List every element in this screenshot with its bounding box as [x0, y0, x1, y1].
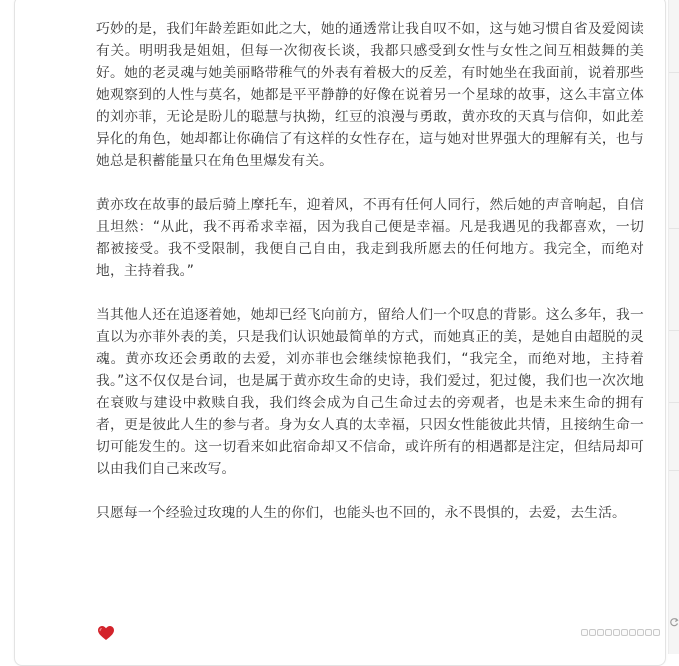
thumbnail-placeholder[interactable]: [605, 629, 612, 636]
thumbnail-placeholder[interactable]: [597, 629, 604, 636]
paragraph-1: 巧妙的是，我们年龄差距如此之大，她的通透常让我自叹不如，这与她习惯自省及爱阅读有关。明明我是姐姐，但每一次彻夜长谈，我都只感受到女性与女性之间互相鼓舞的美好。她的老灵魂与她美丽略带稚气的外表有着极大的反差，有时她坐在我面前，说着那些她观察到的人性与莫名，她都是平平静静的好像在说着另一个星球的故事，这么丰富立体的刘亦菲，无论是盼儿的聪慧与执拗，红豆的浪漫与勇敢，黄亦玫的天真与信仰，如此差异化的角色，她却都让你确信了有这样的女性存在，這与她对世界强大的理解有关，也与她总是积蓄能量只在角色里爆发有关。: [96, 21, 644, 169]
paragraph-4: 只愿每一个经验过玫瑰的人生的你们，也能头也不回的，永不畏惧的，去爱，去生活。: [96, 505, 626, 521]
thumbnail-placeholder[interactable]: [581, 629, 588, 636]
thumbnail-placeholder[interactable]: [653, 629, 660, 636]
thumbnail-placeholder[interactable]: [629, 629, 636, 636]
thumbnail-placeholder[interactable]: [637, 629, 644, 636]
arrow-icon[interactable]: [669, 612, 679, 622]
thumbnail-placeholder[interactable]: [613, 629, 620, 636]
image-thumbnail-strip[interactable]: [581, 629, 660, 639]
thumbnail-placeholder[interactable]: [621, 629, 628, 636]
article-body: [96, 18, 644, 546]
paragraph-3: 当其他人还在追逐着她，她却已经飞向前方，留给人们一个叹息的背影。这么多年，我一直以为亦菲外表的美，只是我们认识她最简单的方式，而她真正的美，是她自由超脱的灵魂。黄亦玫还会勇敢的去爱，刘亦菲也会继续惊艳我们，“我完全，而绝对地，主持着我。”这不仅仅是台词，也是属于黄亦玫生命的史诗，我们爱过，犯过傻，我们也一次次地在衰败与建设中救赎自我，我们终会成为自己生命过去的旁观者，也是未来生命的拥有者，更是彼此人生的参与者。身为女人真的太幸福，只因女性能彼此共情，且接纳生命一切可能发生的。这一切看来如此宿命却又不信命，或许所有的相遇都是注定，但结局却可以由我们自己来改写。: [96, 307, 644, 477]
thumbnail-placeholder[interactable]: [645, 629, 652, 636]
paragraph-2: 黄亦玫在故事的最后骑上摩托车，迎着风，不再有任何人同行，然后她的声音响起，自信且坦然：“从此，我不再希求幸福，因为我自己便是幸福。凡是我遇见的我都喜欢，一切都被接受。我不受限制，我便自己自由，我走到我所愿去的任何地方。我完全，而绝对地，主持着我。”: [96, 197, 644, 279]
heart-icon: [97, 625, 115, 641]
side-panel: [668, 0, 679, 654]
thumbnail-placeholder[interactable]: [589, 629, 596, 636]
